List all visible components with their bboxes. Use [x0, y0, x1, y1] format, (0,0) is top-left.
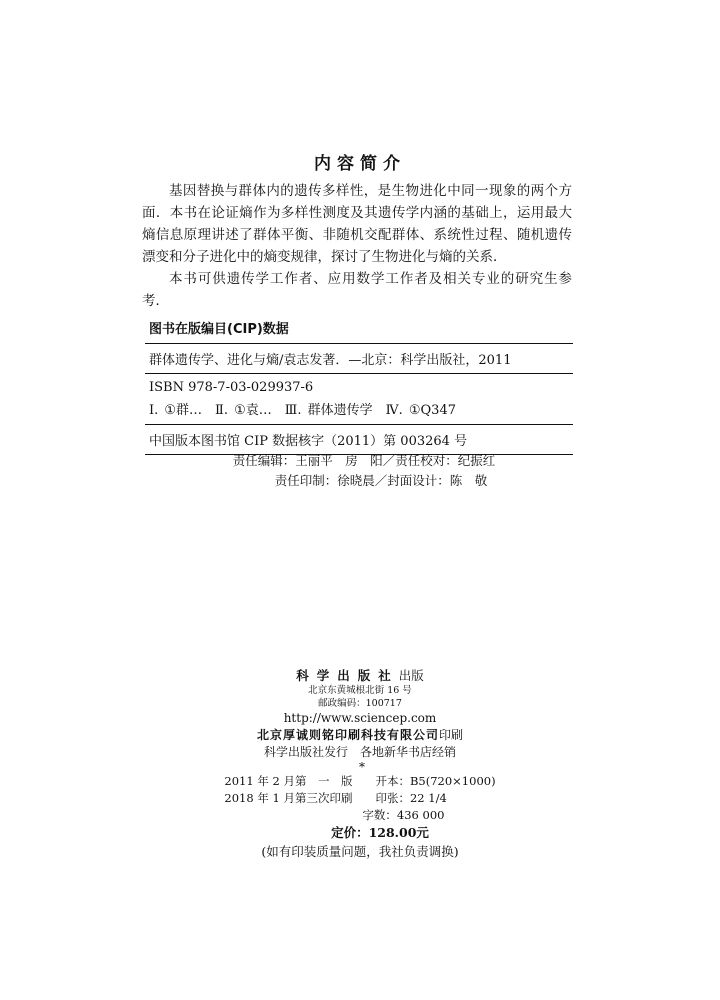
intro-paragraph: 本书可供遗传学工作者、应用数学工作者及相关专业的研究生参考．: [142, 271, 572, 309]
imprint-block: [0, 667, 720, 860]
cip-header: 图书在版编目(CIP)数据: [145, 318, 573, 344]
publisher-website: http://www.sciencep.com: [283, 711, 437, 725]
edition-row: 2011 年 2 月第 一 版 开本：B5(720×1000): [224, 774, 496, 788]
cip-details: [145, 374, 573, 425]
cip-book-line: 群体遗传学、进化与熵/袁志发著．—北京：科学出版社，2011: [145, 344, 573, 374]
distribution-line: 科学出版社发行 各地新华书店经销: [263, 745, 456, 759]
quality-note: (如有印装质量问题，我社负责调换): [261, 844, 459, 859]
cip-record-number: 中国版本图书馆 CIP 数据核字（2011）第 003264 号: [145, 425, 573, 455]
cip-block: [145, 318, 573, 455]
cip-isbn: ISBN 978-7-03-029937-6: [149, 380, 314, 395]
credits-block: [0, 451, 720, 491]
credits-editors: 责任编辑：王丽平 房 阳／责任校对：纪振红: [232, 453, 496, 468]
credits-production: 责任印制：徐晓晨／封面设计：陈 敬: [274, 473, 488, 488]
printer-name: 北京厚诚则铭印刷科技有限公司: [256, 728, 439, 742]
divider-star: *: [359, 760, 365, 774]
publisher-name: 科学出版社: [296, 668, 399, 683]
edition-row: 2018 年 1 月第三次印刷 印张：22 1/4: [224, 791, 447, 805]
publisher-suffix: 出版: [398, 668, 424, 683]
intro-paragraph: 基因替换与群体内的遗传多样性，是生物进化中同一现象的两个方面．本书在论证熵作为多样性测度及其遗传学内涵的基础上，运用最大熵信息原理讲述了群体平衡、非随机交配群体、系统性过程、随机遗传漂变和分子进化中的熵变规律，探讨了生物进化与熵的关系．: [142, 183, 572, 265]
intro-body: [142, 180, 572, 312]
intro-title: 内容简介: [314, 154, 406, 174]
cip-classification: Ⅰ. ①群… Ⅱ. ①袁… Ⅲ. 群体遗传学 Ⅳ. ①Q347: [149, 403, 456, 418]
publisher-line: [0, 667, 720, 684]
printer-suffix: 印刷: [439, 728, 464, 742]
edition-row: 字数：436 000: [224, 808, 445, 822]
price: 定价：128.00元: [331, 825, 429, 840]
publisher-address: 北京东黄城根北街 16 号: [308, 685, 412, 696]
edition-specs: [224, 773, 495, 824]
printer-line: [0, 727, 720, 744]
publisher-postcode: 邮政编码：100717: [318, 698, 402, 709]
